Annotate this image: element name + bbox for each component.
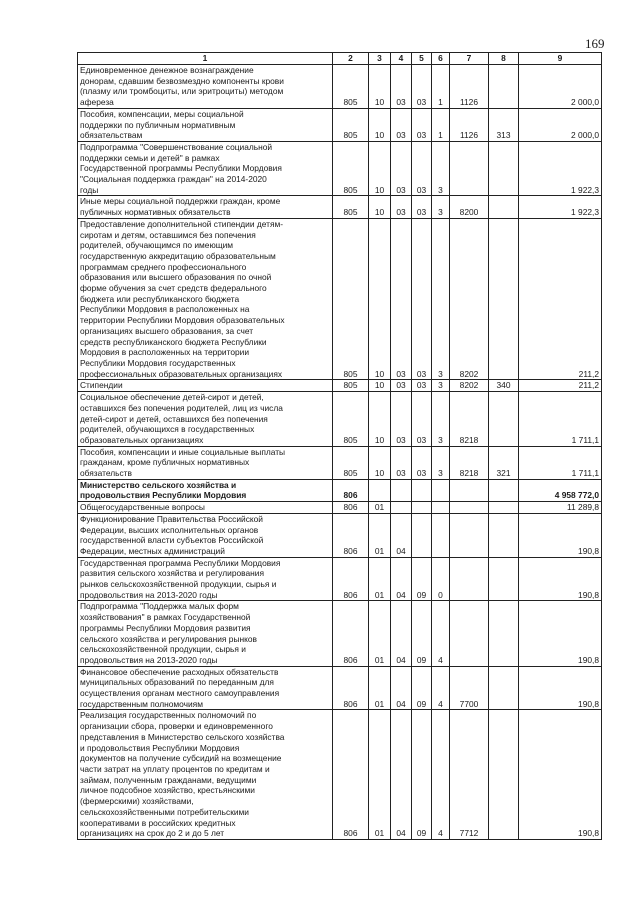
cell-admin: 806 [333, 513, 369, 557]
column-header: 3 [369, 53, 391, 65]
cell-subprogram: 3 [432, 218, 450, 380]
cell-expense-type [489, 601, 519, 666]
cell-section: 01 [369, 513, 391, 557]
cell-target [450, 502, 489, 514]
table-row [78, 65, 602, 109]
cell-target [450, 513, 489, 557]
cell-name: Социальное обеспечение детей-сирот и детей, оставшихся без попечения родителей, лиц из числа детей-сирот и детей, оставшихся без попечения родителей, обучающихся в государственных образовательных организациях [78, 392, 333, 447]
cell-admin: 805 [333, 141, 369, 196]
cell-section: 10 [369, 65, 391, 109]
cell-subprogram: 4 [432, 601, 450, 666]
cell-amount: 2 000,0 [519, 108, 602, 141]
cell-target: 1126 [450, 65, 489, 109]
cell-program: 03 [412, 196, 432, 218]
cell-expense-type [489, 141, 519, 196]
cell-program: 03 [412, 446, 432, 479]
cell-admin: 805 [333, 380, 369, 392]
cell-subprogram: 1 [432, 65, 450, 109]
cell-subsection: 03 [391, 196, 412, 218]
cell-expense-type [489, 65, 519, 109]
cell-name: Пособия, компенсации и иные социальные выплаты гражданам, кроме публичных нормативных обязательств [78, 446, 333, 479]
column-header: 2 [333, 53, 369, 65]
cell-section: 10 [369, 196, 391, 218]
cell-program: 03 [412, 65, 432, 109]
cell-admin: 805 [333, 392, 369, 447]
cell-subsection: 04 [391, 513, 412, 557]
cell-amount: 1 711,1 [519, 446, 602, 479]
cell-program: 09 [412, 666, 432, 710]
cell-expense-type [489, 392, 519, 447]
cell-target [450, 557, 489, 601]
cell-amount: 1 711,1 [519, 392, 602, 447]
cell-name: Единовременное денежное вознаграждение донорам, сдавшим безвозмездно компоненты крови (плазму или тромбоциты, или эритроциты) методом афереза [78, 65, 333, 109]
cell-target: 8200 [450, 196, 489, 218]
cell-name: Предоставление дополнительной стипендии детям- сиротам и детям, оставшимся без попечения родителей, обучающимся по имеющим государственную аккредитацию образовательным программам среднего профессионального образования или высшего образования по очной форме обучения за счет средств федерального бюджета или республиканского бюджета Республики Мордовия в расположенных на территории Республики Мордовия образовательных организациях высшего образования, за счет средств республиканского бюджета Республики Мордовия в расположенных на территории Республики Мордовия государственных профессиональных образовательных организациях [78, 218, 333, 380]
cell-admin: 805 [333, 218, 369, 380]
cell-name: Реализация государственных полномочий по организации сбора, проверки и единовременного представления в Министерство сельского хозяйства и продовольствия Республики Мордовия документов на получение субсидий на возмещение части затрат на уплату процентов по кредитам и займам, полученным гражданами, ведущими личное подсобное хозяйство, крестьянскими (фермерскими) хозяйствами, сельскохозяйственными потребительскими кооперативами в российских кредитных организациях на срок до 2 и до 5 лет [78, 710, 333, 839]
cell-subsection: 04 [391, 557, 412, 601]
cell-subprogram: 0 [432, 557, 450, 601]
cell-subsection: 04 [391, 666, 412, 710]
cell-section: 01 [369, 666, 391, 710]
cell-subprogram: 3 [432, 446, 450, 479]
cell-expense-type [489, 479, 519, 501]
cell-admin: 805 [333, 108, 369, 141]
cell-section: 01 [369, 710, 391, 839]
cell-admin: 805 [333, 446, 369, 479]
cell-subsection: 03 [391, 65, 412, 109]
cell-subsection: 04 [391, 601, 412, 666]
table-row [78, 196, 602, 218]
cell-section: 10 [369, 108, 391, 141]
cell-subsection: 03 [391, 446, 412, 479]
cell-target [450, 479, 489, 501]
cell-program [412, 502, 432, 514]
cell-section: 10 [369, 380, 391, 392]
cell-target: 1126 [450, 108, 489, 141]
cell-subprogram: 3 [432, 392, 450, 447]
cell-name: Государственная программа Республики Мордовия развития сельского хозяйства и регулирования рынков сельскохозяйственной продукции, сырья и продовольствия на 2013-2020 годы [78, 557, 333, 601]
cell-program: 09 [412, 601, 432, 666]
cell-name: Подпрограмма "Совершенствование социальной поддержки семьи и детей" в рамках Государственной программы Республики Мордовия "Социальная поддержка граждан" на 2014-2020 годы [78, 141, 333, 196]
page-number: 169 [585, 36, 605, 51]
cell-program: 03 [412, 108, 432, 141]
cell-expense-type: 340 [489, 380, 519, 392]
cell-name: Финансовое обеспечение расходных обязательств муниципальных образований по переданным для осуществления органам местного самоуправления государственным полномочиям [78, 666, 333, 710]
cell-expense-type [489, 196, 519, 218]
cell-subprogram: 3 [432, 141, 450, 196]
cell-name: Функционирование Правительства Российской Федерации, высших исполнительных органов государственной власти субъектов Российской Федерации, местных администраций [78, 513, 333, 557]
cell-subprogram: 4 [432, 666, 450, 710]
column-header: 4 [391, 53, 412, 65]
cell-program: 03 [412, 141, 432, 196]
cell-subsection: 03 [391, 218, 412, 380]
cell-amount: 211,2 [519, 380, 602, 392]
cell-program: 03 [412, 380, 432, 392]
column-header: 6 [432, 53, 450, 65]
cell-subsection: 03 [391, 108, 412, 141]
cell-amount: 190,8 [519, 601, 602, 666]
cell-subprogram [432, 502, 450, 514]
cell-amount: 190,8 [519, 513, 602, 557]
cell-program [412, 513, 432, 557]
cell-amount: 11 289,8 [519, 502, 602, 514]
cell-subprogram: 3 [432, 380, 450, 392]
cell-admin: 805 [333, 196, 369, 218]
cell-subsection: 03 [391, 380, 412, 392]
table-row [78, 380, 602, 392]
cell-amount: 190,8 [519, 557, 602, 601]
cell-name: Общегосударственные вопросы [78, 502, 333, 514]
cell-amount: 190,8 [519, 710, 602, 839]
table-row [78, 666, 602, 710]
table-row [78, 557, 602, 601]
cell-expense-type [489, 666, 519, 710]
cell-section: 10 [369, 446, 391, 479]
cell-name: Министерство сельского хозяйства и продовольствия Республики Мордовия [78, 479, 333, 501]
cell-admin: 806 [333, 666, 369, 710]
cell-amount: 211,2 [519, 218, 602, 380]
cell-section: 10 [369, 141, 391, 196]
cell-admin: 806 [333, 710, 369, 839]
cell-amount: 4 958 772,0 [519, 479, 602, 501]
cell-program: 09 [412, 557, 432, 601]
cell-program: 03 [412, 218, 432, 380]
column-header: 7 [450, 53, 489, 65]
cell-amount: 2 000,0 [519, 65, 602, 109]
cell-expense-type [489, 502, 519, 514]
cell-amount: 190,8 [519, 666, 602, 710]
cell-admin: 806 [333, 502, 369, 514]
cell-subprogram [432, 479, 450, 501]
column-header: 8 [489, 53, 519, 65]
cell-section: 01 [369, 502, 391, 514]
cell-admin: 805 [333, 65, 369, 109]
cell-expense-type [489, 710, 519, 839]
cell-expense-type: 321 [489, 446, 519, 479]
cell-target: 8202 [450, 218, 489, 380]
cell-subsection: 03 [391, 392, 412, 447]
column-header: 9 [519, 53, 602, 65]
table-row [78, 108, 602, 141]
table-row [78, 601, 602, 666]
cell-target [450, 141, 489, 196]
table-row [78, 513, 602, 557]
cell-section: 01 [369, 557, 391, 601]
cell-subprogram: 3 [432, 196, 450, 218]
cell-expense-type [489, 557, 519, 601]
cell-admin: 806 [333, 601, 369, 666]
cell-subsection [391, 479, 412, 501]
cell-section [369, 479, 391, 501]
cell-program [412, 479, 432, 501]
cell-target: 7712 [450, 710, 489, 839]
cell-expense-type: 313 [489, 108, 519, 141]
cell-target: 8218 [450, 392, 489, 447]
cell-expense-type [489, 218, 519, 380]
cell-name: Подпрограмма "Поддержка малых форм хозяйствования" в рамках Государственной программы Республики Мордовия развития сельского хозяйства и регулирования рынков сельскохозяйственной продукции, сырья и продовольствия на 2013-2020 годы [78, 601, 333, 666]
cell-section: 10 [369, 392, 391, 447]
cell-admin: 806 [333, 479, 369, 501]
cell-target: 8202 [450, 380, 489, 392]
cell-target: 8218 [450, 446, 489, 479]
cell-subsection [391, 502, 412, 514]
cell-target: 7700 [450, 666, 489, 710]
cell-subprogram [432, 513, 450, 557]
budget-table [77, 52, 602, 840]
table-row [78, 218, 602, 380]
cell-section: 01 [369, 601, 391, 666]
cell-name: Стипендии [78, 380, 333, 392]
cell-name: Иные меры социальной поддержки граждан, кроме публичных нормативных обязательств [78, 196, 333, 218]
table-row [78, 141, 602, 196]
table-row [78, 479, 602, 501]
cell-amount: 1 922,3 [519, 196, 602, 218]
cell-subprogram: 4 [432, 710, 450, 839]
table-row [78, 446, 602, 479]
cell-admin: 806 [333, 557, 369, 601]
table-row [78, 392, 602, 447]
table-row [78, 710, 602, 839]
cell-target [450, 601, 489, 666]
cell-subprogram: 1 [432, 108, 450, 141]
column-header: 1 [78, 53, 333, 65]
cell-expense-type [489, 513, 519, 557]
cell-subsection: 04 [391, 710, 412, 839]
cell-subsection: 03 [391, 141, 412, 196]
header-row [78, 53, 602, 65]
cell-name: Пособия, компенсации, меры социальной поддержки по публичным нормативным обязательствам [78, 108, 333, 141]
column-header: 5 [412, 53, 432, 65]
table-row [78, 502, 602, 514]
cell-amount: 1 922,3 [519, 141, 602, 196]
cell-program: 09 [412, 710, 432, 839]
cell-program: 03 [412, 392, 432, 447]
cell-section: 10 [369, 218, 391, 380]
